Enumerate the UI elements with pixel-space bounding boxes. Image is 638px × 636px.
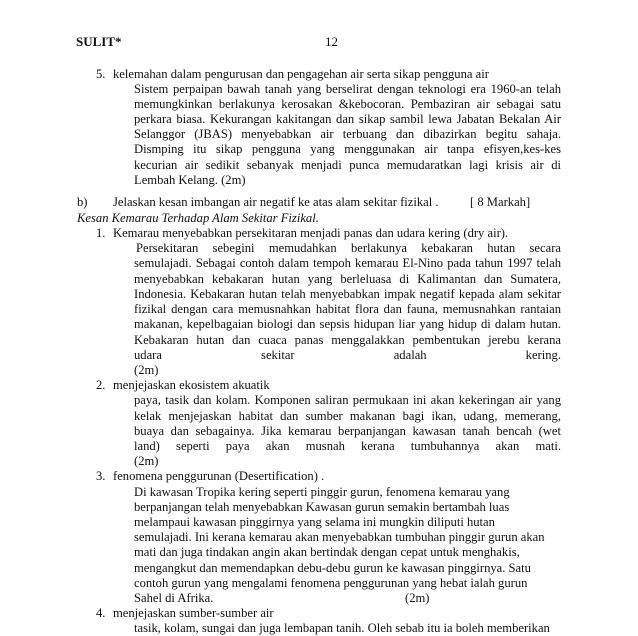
item5-line: memungkinkan berlakunya kerosakan &kebocoran. Pembaziran air sebagai satu (134, 96, 561, 111)
point1-line: Kebakaran hutan dan cuaca panas menggalakkan pembentukan jerebu kerana (134, 332, 561, 347)
point2-line: kelak menjejaskan habitat dan sumber makanan bagi ikan, udang, memerang, (134, 408, 561, 423)
item5-line: perkara biasa. Kekurangan kakitangan dan sikap sambil lewa Jabatan Bekalan Air (134, 112, 561, 126)
header-label: SULIT* (76, 34, 122, 49)
point2-line: paya, tasik dan kolam. Komponen saliran permukaan ini akan kekeringan air yang (134, 393, 561, 408)
point3-line: Di kawasan Tropika kering seperti pinggir gurun, fenomena kemarau yang (134, 484, 510, 499)
point2-line: buaya dan sebagainya. Jika kemarau berpanjangan kawasan tanah bencah (wet (134, 423, 561, 438)
point1-line: Indonesia. Kebakaran hutan telah menyebabkan impak negatif kepada alam sekitar (134, 286, 561, 301)
point2-number: 2. (96, 378, 106, 393)
point3-number: 3. (96, 469, 106, 484)
point1-line: fizikal dengan cara memusnahkan habitat flora dan fauna, memusnahkan rantaian (134, 302, 561, 316)
item5-line: Dismping itu sikap pengguna yang menggunakan air tanpa efisyen,kes-kes (134, 142, 561, 157)
item5-last: Lembah Kelang. (2m) (134, 172, 246, 187)
point2-last: (2m) (134, 454, 159, 469)
item5-line: Sistem perpaipan bawah tanah yang berselirat dengan teknologi era 1960-an telah (134, 81, 561, 96)
point3-line: mengangkut dan memendapkan debu-debu gurun ke kawasan pinggirnya. Satu (134, 560, 531, 575)
section-b-subtitle: Kesan Kemarau Terhadap Alam Sekitar Fizikal. (77, 210, 319, 225)
point1-title: Kemarau menyebabkan persekitaran menjadi panas dan udara kering (dry air). (113, 226, 509, 240)
point3-line: semulajadi. Ini kerana kemarau akan menyebabkan tumbuhan pinggir gurun akan (134, 530, 545, 545)
section-b-question: Jelaskan kesan imbangan air negatif ke atas alam sekitar fizikal . (113, 194, 439, 209)
point1-line: makanan, kepelbagaian biologi dan sepsis hidupan liar yang hidup di dalam hutan. (134, 317, 561, 332)
page-number: 12 (325, 34, 338, 49)
point2-title: menjejaskan ekosistem akuatik (113, 378, 270, 393)
point1-line: semulajadi. Sebagai contoh dalam tempoh kemarau El-Nino pada tahun 1997 telah (134, 256, 561, 271)
point4-line: tasik, kolam, sungai dan juga lembapan tanih. Oleh sebab itu ia boleh memberikan (134, 621, 550, 636)
point4-title: menjejaskan sumber-sumber air (113, 606, 274, 621)
item5-title: kelemahan dalam pengurusan dan pengagehan air serta sikap pengguna air (113, 67, 489, 82)
point1-line: menyebabkan kebakaran hutan yang berleluasa di Kalimantan dan Sumatera, (134, 271, 561, 286)
item5-number: 5. (96, 67, 106, 82)
point2-line: land) seperti paya akan musnah kerana tumbuhannya akan mati. (134, 438, 561, 453)
point3-last-text: Sahel di Afrika. (134, 590, 214, 605)
point3-line: contoh gurun yang mengalami fenomena penggurunan yang hebat ialah gurun (134, 575, 528, 590)
point4-number: 4. (96, 606, 106, 621)
item5-line: Selanggor (JBAS) menyebabkan air terbuang dan dibazirkan begitu sahaja. (134, 127, 561, 142)
point1-line: udara sekitar adalah kering. (134, 347, 561, 362)
point1-number: 1. (96, 226, 106, 240)
section-b-marks: [ 8 Markah] (470, 194, 531, 209)
item5-line: kecurian air sedikit sebanyak menjadi punca memudaratkan lagi krisis air di (134, 157, 561, 172)
point1-line: Persekitaran sebegini memudahkan berlakunya kebakaran hutan secara (136, 241, 561, 256)
point3-line: mati dan juga tindakan angin akan bertindak dengan cepat untuk menghakis, (134, 545, 520, 560)
point1-last: (2m) (134, 362, 159, 377)
section-b-label: b) (77, 194, 88, 209)
point3-last-mark: (2m) (405, 590, 430, 605)
point3-line: melampaui kawasan pinggirnya yang selama ini mungkin diliputi hutan (134, 514, 495, 529)
point3-title: fenomena penggurunan (Desertification) . (113, 469, 325, 484)
point3-line: berpanjangan telah menyebabkan Kawasan gurun semakin bertambah luas (134, 499, 510, 514)
